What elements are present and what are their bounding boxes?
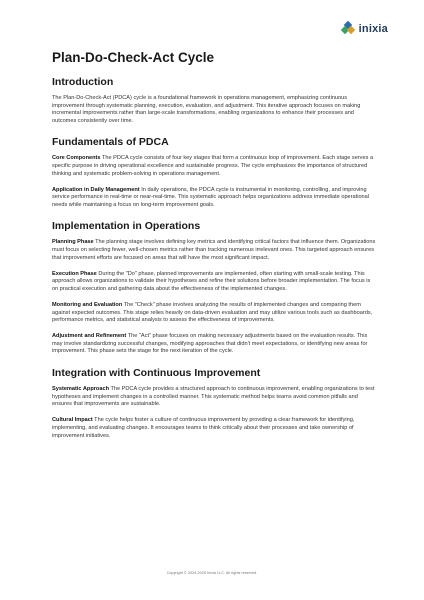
paragraph (52, 417, 378, 440)
paragraph-text: The Plan-Do-Check-Act (PDCA) cycle is a foundational framework in operations management, emphasizing continuous improvement through systematic planning, execution, evaluation, and adjustment. This iterative approach focuses on making incremental improvements rather than large-scale transformations, enabling organizations to enhance their processes and outcomes consistently over time. (52, 95, 361, 124)
paragraph-lead: Systematic Approach (52, 386, 109, 393)
paragraph-lead: Cultural Impact (52, 417, 93, 424)
logo-icon (342, 22, 355, 35)
paragraph (52, 187, 378, 210)
copyright-footer: Copyright © 2024-2025 Inixia LLC. All rights reserved. (166, 571, 258, 575)
section-heading-fundamentals: Fundamentals of PDCA (52, 136, 169, 149)
document-body (52, 50, 378, 449)
paragraph (52, 155, 378, 178)
paragraph (52, 386, 378, 409)
paragraph-text: The "Act" phase focuses on making necessary adjustments based on the evaluation results. This may involve standardizing successful changes, modifying approaches that didn't meet expectations, or identifying new areas for improvement. This phase sets the stage for the next iteration of the cycle. (52, 333, 368, 355)
paragraph-lead: Monitoring and Evaluation (52, 302, 123, 308)
page-title: Plan-Do-Check-Act Cycle (52, 50, 215, 65)
section-heading-introduction: Introduction (52, 76, 114, 88)
paragraph (52, 302, 378, 325)
paragraph (52, 239, 378, 262)
paragraph (52, 333, 378, 356)
section-heading-implementation: Implementation in Operations (52, 220, 201, 233)
paragraph-lead: Execution Phase (52, 270, 97, 277)
paragraph-lead: Adjustment and Refinement (52, 333, 127, 340)
paragraph (52, 95, 378, 125)
paragraph-text: In daily operations, the PDCA cycle is instrumental in monitoring, controlling, and improving service performance in real-time or near-real-time. This systematic approach helps organizations address immediate operational needs while maintaining a focus on long-term improvement goals. (52, 186, 370, 208)
section-heading-integration: Integration with Continuous Improvement (52, 367, 261, 380)
paragraph-text: During the "Do" phase, planned improvements are implemented, often starting with small-scale testing. This approach allows organizations to validate their hypotheses and refine their solutions before broader implementation. The focus is on practical execution and gathering data about the effectiveness of the implemented changes. (52, 270, 371, 292)
company-logo (342, 22, 388, 35)
paragraph-text: The cycle helps foster a culture of continuous improvement by providing a clear framework for identifying, implementing, and evaluating changes. It encourages teams to think critically about their processes and take ownership of improvement initiatives. (52, 417, 355, 439)
paragraph-lead: Core Components (52, 155, 101, 162)
paragraph-text: The "Check" phase involves analyzing the results of implemented changes and comparing them against expected outcomes. This stage relies heavily on data-driven evaluation and may utilize various tools such as dashboards, performance metrics, and statistical analysis to assess the effectiveness of improvements. (52, 302, 373, 324)
paragraph-text: The planning stage involves defining key metrics and identifying critical factors that influence them. Organizations must focus on selecting fewer, well-chosen metrics rather than tracking numerous irrelevant ones. This targeted approach ensures that improvement efforts are focused on areas that will have the most significant impact. (52, 239, 376, 261)
paragraph-lead: Application in Daily Management (52, 186, 140, 193)
paragraph-lead: Planning Phase (52, 239, 94, 246)
paragraph-text: The PDCA cycle provides a structured approach to continuous improvement, enabling organizations to test hypotheses and implement changes in a controlled manner. This systematic method helps teams avoid common pitfalls and ensures that improvements are sustainable. (52, 386, 375, 408)
logo-text: inixia (358, 22, 388, 35)
paragraph-text: The PDCA cycle consists of four key stages that form a continuous loop of improvement. Each stage serves a specific purpose in driving operational excellence and sustainable progress. The cycle emphasizes the importance of structured thinking and systematic problem-solving in operations management. (52, 155, 374, 177)
paragraph (52, 271, 378, 294)
